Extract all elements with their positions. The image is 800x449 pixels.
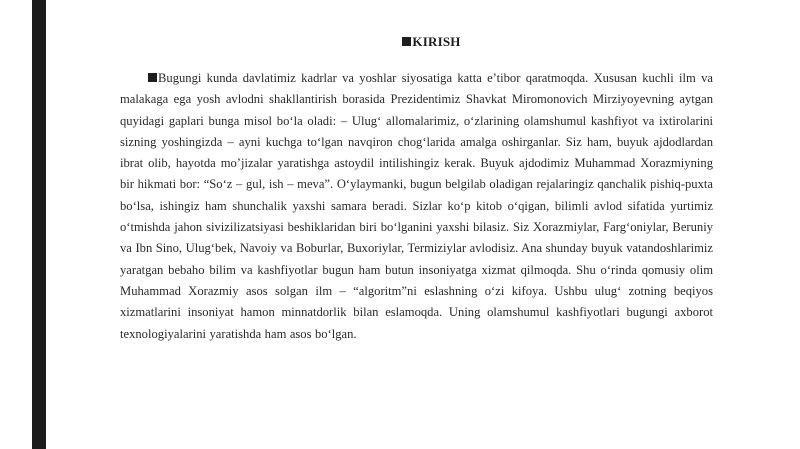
paragraph-bullet-icon — [148, 73, 157, 82]
document-body — [120, 34, 713, 345]
intro-paragraph — [120, 68, 713, 345]
heading-bullet-icon — [402, 37, 411, 46]
left-accent-bar — [32, 0, 46, 449]
section-heading — [120, 34, 713, 50]
paragraph-text: Bugungi kunda davlatimiz kadrlar va yoshlar siyosatiga katta e’tibor qaratmoqda. Xususan kuchli ilm va malakaga ega yosh avlodni shakllantirish borasida Prezidentimiz Shavkat Miromonovich Mirziyoyevning aytgan quyidagi gaplari bunga misol bo‘la oladi: – Ulug‘ allomalarimiz, o‘zlarining olamshumul kashfiyot va ixtirolarini sizning yoshingizda – ayni kuchga to‘lgan navqiron chog‘larida amalga oshirganlar. Siz ham, buyuk ajdodlardan ibrat olib, hayotda mo’jizalar yaratishga astoydil intilishingiz kerak. Buyuk ajdodimiz Muhammad Xorazmiyning bir hikmati bor: “So‘z – gul, ish – meva”. O‘ylaymanki, bugun belgilab oladigan rejalaringiz qanchalik pishiq-puxta bo‘lsa, ishingiz ham shunchalik yaxshi samara beradi. Sizlar ko‘p kitob o‘qigan, bilimli avlod sifatida yurtimiz o‘tmishda jahon sivizilizatsiyasi beshiklaridan biri bo‘lganini yaxshi bilasiz. Siz Xorazmiylar, Farg‘oniylar, Beruniy va Ibn Sino, Ulug‘bek, Navoiy va Boburlar, Buxoriylar, Termiziylar avlodisiz. Ana shunday buyuk vatandoshlarimiz yaratgan bebaho bilim va kashfiyotlar bugun ham butun insoniyatga xizmat qilmoqda. Shu o‘rinda qomusiy olim Muhammad Xorazmiy asos solgan ilm – “algoritm”ni eslashning o‘zi kifoya. Ushbu ulug‘ zotning beqiyos xizmatlarini insoniyat hamon minnatdorlik bilan eslamoqda. Uning olamshumul kashfiyotlari bugungi axborot texnologiyalarini yaratishda ham asos bo‘lgan. — [120, 71, 713, 341]
heading-text: KIRISH — [412, 34, 461, 49]
